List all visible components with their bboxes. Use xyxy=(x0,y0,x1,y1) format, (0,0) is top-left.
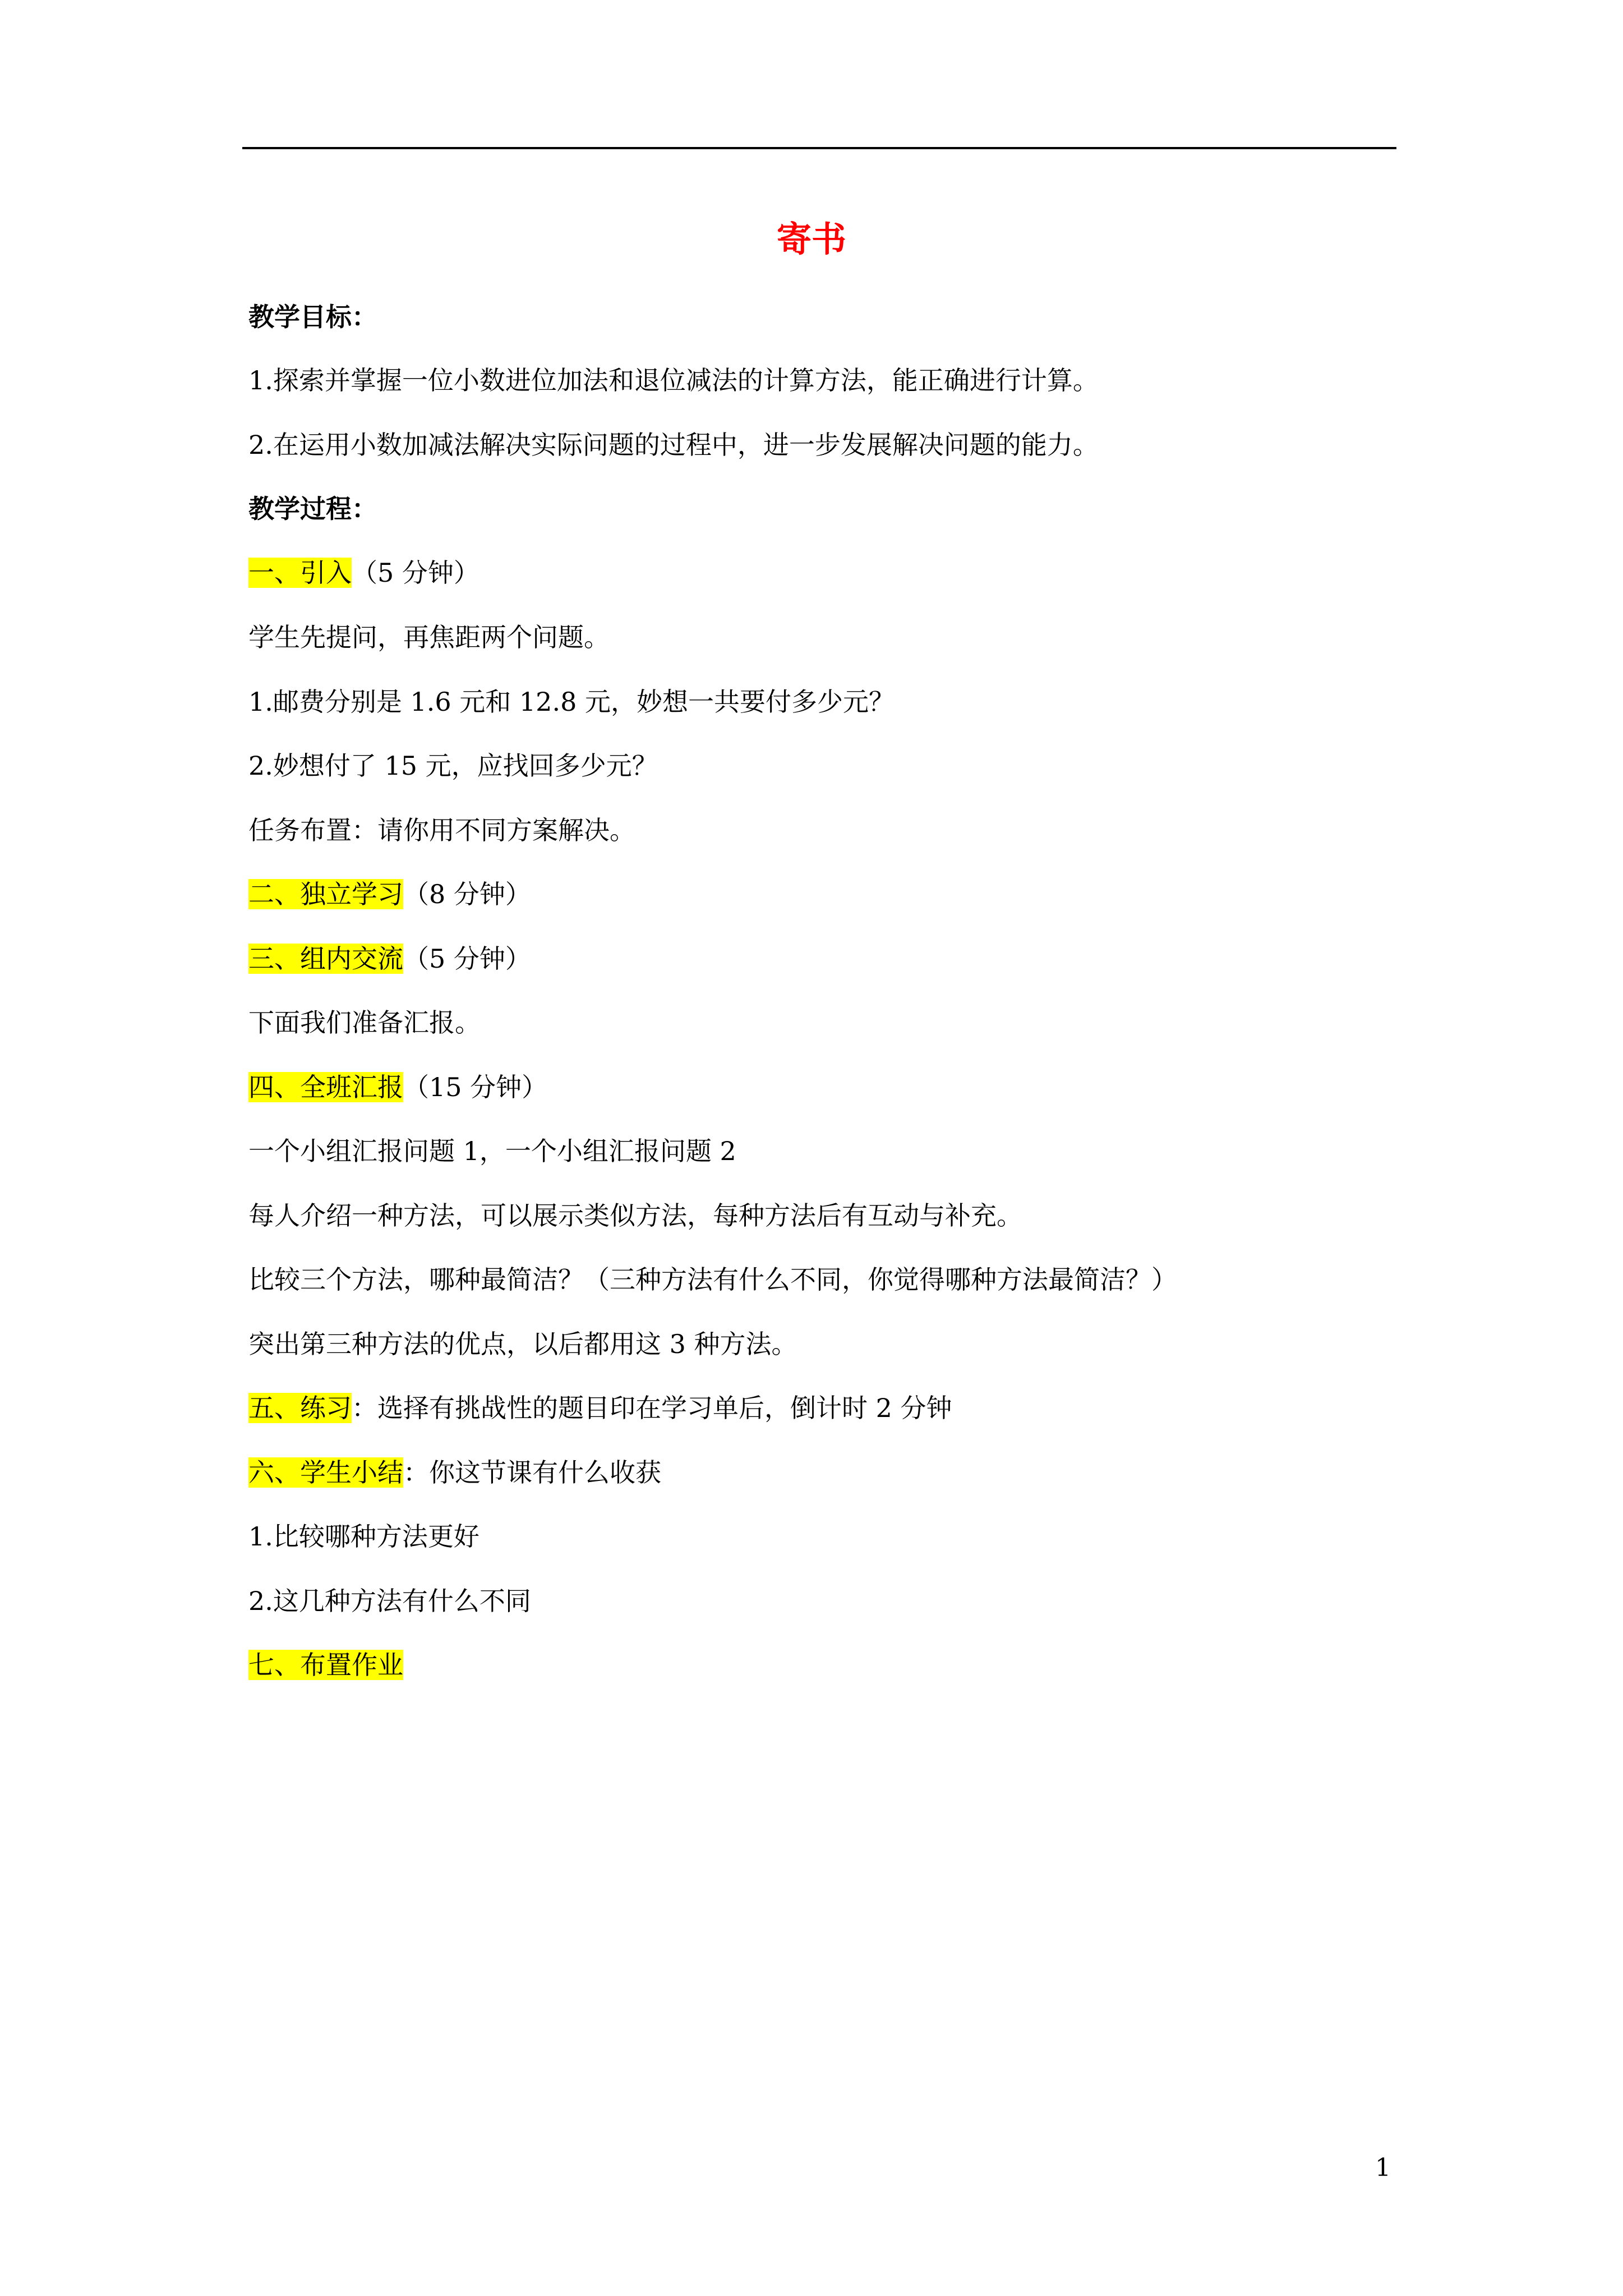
page-number: 1 xyxy=(1375,2154,1391,2182)
section-4-label: 四、全班汇报 xyxy=(248,1072,403,1102)
section-1-time: （5 分钟） xyxy=(352,558,479,588)
section-4-heading xyxy=(248,1069,547,1106)
section-4-line-4: 突出第三种方法的优点，以后都用这 3 种方法。 xyxy=(248,1329,797,1359)
section-1-line-4: 任务布置：请你用不同方案解决。 xyxy=(248,815,635,845)
section-6-heading xyxy=(248,1454,661,1491)
section-7-label: 七、布置作业 xyxy=(248,1650,403,1680)
section-4-line-3: 比较三个方法，哪种最简洁？（三种方法有什么不同，你觉得哪种方法最简洁？） xyxy=(248,1264,1177,1295)
section-2-heading xyxy=(248,876,531,913)
section-1-line-3: 2.妙想付了 15 元，应找回多少元？ xyxy=(248,751,658,781)
section-6-line-1: 1.比较哪种方法更好 xyxy=(248,1521,479,1552)
section-3-time: （5 分钟） xyxy=(403,944,531,974)
section-3-label: 三、组内交流 xyxy=(248,944,403,974)
section-5-text: ：选择有挑战性的题目印在学习单后，倒计时 2 分钟 xyxy=(352,1393,952,1423)
process-heading: 教学过程： xyxy=(248,494,377,524)
goal-item-2: 2.在运用小数加减法解决实际问题的过程中，进一步发展解决问题的能力。 xyxy=(248,430,1099,460)
section-3-line-1: 下面我们准备汇报。 xyxy=(248,1007,481,1038)
goals-heading: 教学目标： xyxy=(248,302,377,332)
document-title: 寄书 xyxy=(776,219,846,260)
section-6-label: 六、学生小结 xyxy=(248,1457,403,1488)
section-1-heading xyxy=(248,554,479,591)
section-7-heading xyxy=(248,1646,403,1683)
section-1-label: 一、引入 xyxy=(248,558,352,588)
goal-item-1: 1.探索并掌握一位小数进位加法和退位减法的计算方法，能正确进行计算。 xyxy=(248,365,1099,395)
section-2-time: （8 分钟） xyxy=(403,879,531,909)
section-4-line-1: 一个小组汇报问题 1，一个小组汇报问题 2 xyxy=(248,1136,736,1166)
section-6-line-2: 2.这几种方法有什么不同 xyxy=(248,1586,531,1616)
section-1-line-2: 1.邮费分别是 1.6 元和 12.8 元，妙想一共要付多少元？ xyxy=(248,687,895,717)
section-4-line-2: 每人介绍一种方法，可以展示类似方法，每种方法后有互动与补充。 xyxy=(248,1200,1022,1231)
section-1-line-1: 学生先提问，再焦距两个问题。 xyxy=(248,622,610,652)
section-5-heading xyxy=(248,1389,952,1427)
section-4-time: （15 分钟） xyxy=(403,1072,548,1102)
section-2-label: 二、独立学习 xyxy=(248,879,403,909)
section-5-label: 五、练习 xyxy=(248,1393,352,1423)
section-6-text: ：你这节课有什么收获 xyxy=(403,1457,661,1488)
header-rule xyxy=(242,147,1396,149)
section-3-heading xyxy=(248,940,531,977)
